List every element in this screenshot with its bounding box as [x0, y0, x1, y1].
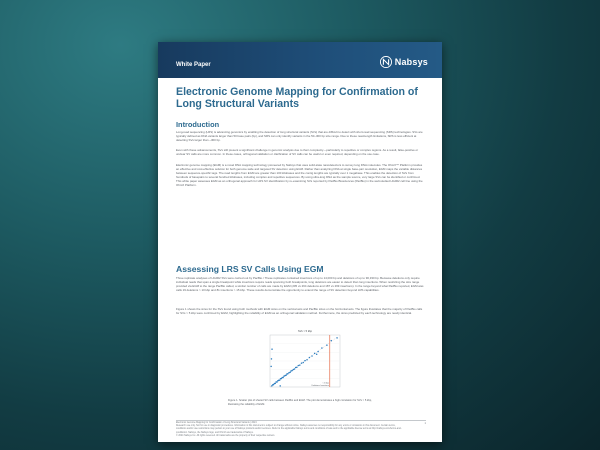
- document-title: Electronic Genome Mapping for Confirmation of Long Structural Variants: [176, 86, 418, 111]
- data-point: [314, 353, 316, 355]
- data-point: [311, 355, 313, 357]
- document-type-label: White Paper: [176, 62, 211, 68]
- data-point: [294, 368, 296, 370]
- data-point: [285, 375, 287, 377]
- data-point: [271, 358, 273, 360]
- data-point: [326, 344, 328, 346]
- footer-line: Electronic Genome Mapping for Confirmation of Long Structural Variants | 2024: [176, 422, 257, 424]
- data-point: [309, 357, 311, 359]
- chart-annotation: < 5 kbp: [322, 382, 329, 385]
- data-point: [303, 362, 305, 364]
- data-point: [275, 383, 277, 385]
- data-point: [271, 348, 273, 350]
- paragraph: Long-read sequencing (LRS) is advancing genomics by enabling the detection of long structural variants (SVs) that are difficult to detect with short-read sequencing (SRS) technologies. SVs are typically defined as DNA variants larger than 50 base pairs (bp), and SRS can only identify variants in the 50–300 bp size range. Due to these read-length limitations, SRS is less efficient at detecting SVs larger than ~300 bp.: [176, 130, 423, 143]
- data-point: [270, 366, 272, 368]
- paragraph: Even with these advancements, SVs still present a significant challenge in genomic analysis due to their complexity—particularly to repetitive or complex regions. As a result, false-positive or unclear SV calls are more common. In these cases, orthogonal validation or clarification of SV calls can be useful or even required, depending on the use case.: [176, 148, 419, 157]
- data-point: [291, 370, 293, 372]
- data-point: [304, 360, 306, 362]
- data-point: [279, 385, 281, 387]
- data-point: [289, 372, 291, 374]
- page-number: 1: [424, 422, 426, 425]
- data-point: [282, 377, 284, 379]
- white-paper-page: [158, 42, 442, 442]
- paragraph: Electronic genome mapping (EGM) is a novel DNA mapping technology pioneered by Nabsys that uses solid-state nanodetectors to survey long DNA molecules. The OhmX™ Platform provides an effective and cost-effective solution for both genome-wide and targeted SV detection using EGM. Rather than analyzing DNA at single base-pair resolution, EGM maps the variable distances between sequence-specific tags. The read lengths from EGM are greater than 100 kilobases and the contig lengths are typically over 1 megabase. This enables the detection of SVs from hundreds of basepairs to several hundred kilobases, including complex and repetitive sequences. By using ultra-long DNA as the sample source, very large SVs can be identified or confirmed. This white paper assesses EGM as an orthogonal approach for LRS SV identification by re-examining SVs reported by PacBio Biosciences (PacBio) in the well-studied HG002 cell line using the OhmX Platform.: [176, 163, 423, 188]
- logo-wordmark: Nabsys: [394, 57, 428, 67]
- section-heading-introduction: Introduction: [176, 120, 220, 129]
- data-point: [336, 337, 338, 339]
- footer-text: [176, 422, 406, 438]
- footer-line: © 2024 Nabsys Inc. All rights reserved. All trademarks are the property of their respective owners.: [176, 434, 276, 437]
- chart-annotation: Deletions: Insertions: [311, 385, 329, 388]
- data-point: [299, 364, 301, 366]
- data-point: [287, 373, 289, 375]
- data-point: [321, 347, 323, 349]
- chart-title: SVs > 5 kbp: [297, 330, 313, 334]
- data-point: [276, 381, 278, 383]
- data-point: [298, 365, 300, 367]
- paragraph: Three replicate analyses of HG002 SVs were carried out by PacBio.¹ These replicates contained insertions of up to 14,000 bp and deletions of up to 90,330 bp. Because deletions only require individual reads that span a single breakpoint while insertions require reads spanning both breakpoints, long deletions are easier to detect than long insertions. When restricting the size range provided via EGM to the range PacBio called, a similar number of calls are made by EGM (205 vs 264 deletions and 187 vs 269 insertions). In the range beyond what PacBio reported, EGM was calls 19 deletions > 10 kbp and 81 insertions > 15 kbp. These results demonstrate the opportunity to extend the range of SV detection beyond LRS capabilities.: [176, 276, 424, 293]
- data-point: [306, 359, 308, 361]
- sv-size-scatter-plot: [262, 327, 346, 395]
- paragraph: Figure 1 shows the sizes for the SVs found using both methods with EGM sizes on the vertical axis and PacBio sizes on the horizontal axis. The figure illustrates that the majority of PacBio calls for SVs > 5 kbp were confirmed by EGM, highlighting the reliability of EGM as an orthogonal validation method. Furthermore, the sizes predicted by each technology are nearly identical.: [176, 307, 423, 316]
- nabsys-logo-icon: [380, 56, 392, 68]
- data-point: [279, 379, 281, 381]
- footer-line: Research use only. Not for use in diagnostic procedures. Information in this document is subject to change without notice. Nabsys assumes no responsibility for any errors or omissions in this document. Certain terms, conditions and/or use restrictions may pertain to your use of Nabsys products and/or services. Refer to the applicable Nabsys terms and conditions of sale and to the applicable license terms at http://nabsys.com/terms-and-conditions/. Nabsys, the Nabsys logo, and OhmX are trademarks of Nabsys.: [176, 425, 402, 434]
- header-banner: [158, 42, 442, 78]
- footer-divider: [176, 420, 426, 421]
- data-point: [317, 351, 319, 353]
- section-heading-assessing: Assessing LRS SV Calls Using EGM: [176, 264, 324, 274]
- data-point: [331, 340, 333, 342]
- data-point: [301, 362, 303, 364]
- nabsys-logo: [380, 56, 428, 68]
- data-point: [316, 354, 318, 356]
- data-point: [296, 367, 298, 369]
- figure-caption: Figure 1. Scatter plot of shared SV calls between PacBio and EGM. The plot demonstrates a high correlation for SVs > 5 kbp, illustrating the reliability of EGM.: [228, 399, 372, 406]
